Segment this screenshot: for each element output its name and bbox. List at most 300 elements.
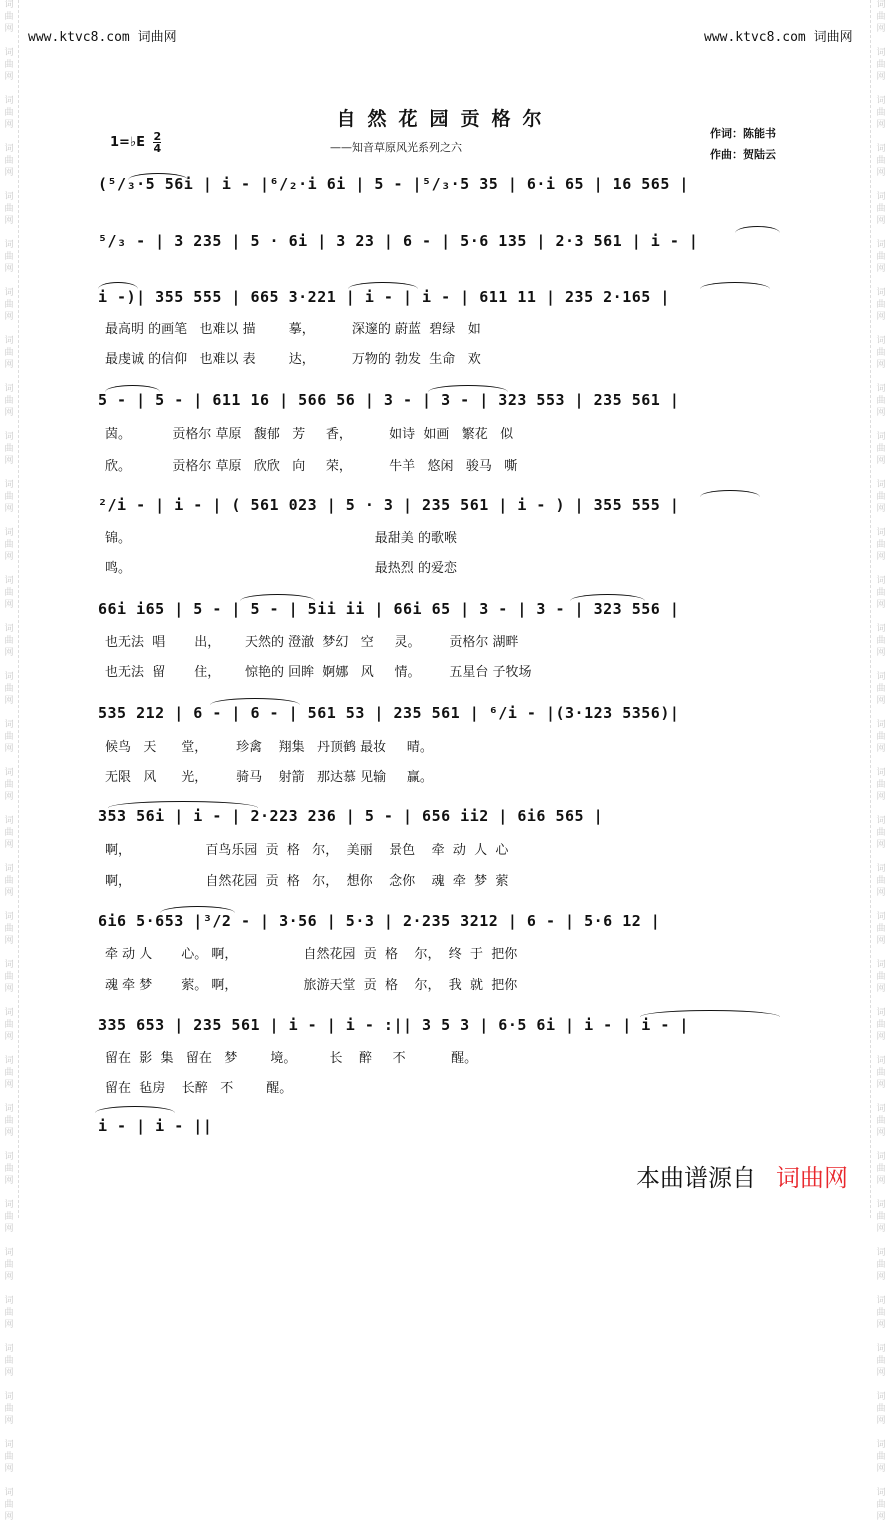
watermark-char: 词 bbox=[876, 0, 886, 10]
lyric-line-9-verse-2: 魂 牵 梦 萦。 啊， 旅游天堂 贡 格 尔， 我 就 把你 bbox=[105, 978, 518, 993]
watermark-char: 网 bbox=[4, 1512, 14, 1522]
watermark-char: 词 bbox=[4, 576, 14, 586]
watermark-char: 词 bbox=[4, 336, 14, 346]
watermark-char: 词 bbox=[876, 48, 886, 58]
watermark-gap bbox=[2, 852, 16, 863]
watermark-char: 网 bbox=[876, 888, 886, 898]
watermark-gap bbox=[2, 132, 16, 143]
watermark-char: 网 bbox=[876, 360, 886, 370]
watermark-gap bbox=[2, 1332, 16, 1343]
watermark-char: 词 bbox=[876, 672, 886, 682]
watermark-char: 网 bbox=[876, 216, 886, 226]
watermark-char: 网 bbox=[4, 456, 14, 466]
watermark-gap bbox=[874, 612, 888, 623]
score-line-6: 66i i65 | 5 - | 5 - | 5ii ii | 66i 65 | 3 - | 3 - | 323 556 | bbox=[98, 600, 680, 618]
watermark-gap bbox=[874, 1236, 888, 1247]
watermark-char: 词 bbox=[4, 480, 14, 490]
site-url[interactable]: www.ktvc8.com bbox=[704, 30, 806, 45]
watermark-gap bbox=[2, 564, 16, 575]
slur bbox=[128, 173, 188, 180]
time-signature bbox=[153, 131, 161, 154]
watermark-char: 网 bbox=[4, 360, 14, 370]
watermark-char: 词 bbox=[4, 1440, 14, 1450]
watermark-char: 网 bbox=[876, 408, 886, 418]
watermark-char: 词 bbox=[4, 1008, 14, 1018]
slur bbox=[160, 906, 235, 913]
watermark-char: 曲 bbox=[4, 300, 14, 310]
watermark-char: 曲 bbox=[4, 252, 14, 262]
watermark-char: 曲 bbox=[876, 12, 886, 22]
watermark-char: 网 bbox=[4, 168, 14, 178]
watermark-gap bbox=[874, 660, 888, 671]
left-separator bbox=[18, 0, 19, 1218]
watermark-gap bbox=[2, 276, 16, 287]
watermark-char: 网 bbox=[876, 1176, 886, 1186]
watermark-char: 曲 bbox=[876, 396, 886, 406]
footer-brand-link[interactable]: 词曲网 bbox=[776, 1164, 848, 1192]
watermark-char: 网 bbox=[876, 1368, 886, 1378]
watermark-gap bbox=[874, 1524, 888, 1535]
watermark-char: 网 bbox=[4, 840, 14, 850]
lyric-line-6-verse-1: 也无法 唱 出， 天然的 澄澈 梦幻 空 灵。 贡格尔 湖畔 bbox=[105, 635, 519, 650]
watermark-gap bbox=[2, 756, 16, 767]
watermark-char: 曲 bbox=[876, 60, 886, 70]
slur bbox=[240, 594, 315, 601]
watermark-char: 词 bbox=[4, 720, 14, 730]
watermark-char: 曲 bbox=[4, 588, 14, 598]
watermark-char: 词 bbox=[4, 1104, 14, 1114]
watermark-char: 曲 bbox=[4, 1308, 14, 1318]
watermark-char: 词 bbox=[4, 432, 14, 442]
watermark-gap bbox=[2, 84, 16, 95]
slur bbox=[98, 282, 138, 289]
score-line-4: 5 - | 5 - | 611 16 | 566 56 | 3 - | 3 - | 323 553 | 235 561 | bbox=[98, 391, 680, 409]
watermark-char: 词 bbox=[4, 240, 14, 250]
watermark-char: 曲 bbox=[4, 1356, 14, 1366]
site-name[interactable]: 词曲网 bbox=[813, 30, 853, 45]
watermark-gap bbox=[874, 516, 888, 527]
watermark-char: 曲 bbox=[4, 636, 14, 646]
watermark-char: 词 bbox=[876, 1488, 886, 1498]
watermark-char: 网 bbox=[876, 456, 886, 466]
left-watermark-column bbox=[2, 0, 16, 1522]
watermark-char: 曲 bbox=[876, 1212, 886, 1222]
watermark-char: 词 bbox=[4, 912, 14, 922]
watermark-gap bbox=[874, 708, 888, 719]
slur bbox=[735, 226, 780, 233]
watermark-char: 网 bbox=[4, 408, 14, 418]
score-line-8: 353 56i | i - | 2·223 236 | 5 - | 656 ii2 | 6i6 565 | bbox=[98, 807, 604, 825]
watermark-char: 网 bbox=[876, 648, 886, 658]
watermark-char: 词 bbox=[876, 240, 886, 250]
watermark-char: 曲 bbox=[876, 492, 886, 502]
watermark-char: 网 bbox=[876, 1224, 886, 1234]
watermark-gap bbox=[2, 420, 16, 431]
watermark-gap bbox=[874, 756, 888, 767]
watermark-gap bbox=[874, 228, 888, 239]
watermark-char: 网 bbox=[876, 1128, 886, 1138]
score-line-2: ⁵/₃ - | 3 235 | 5 · 6i | 3 23 | 6 - | 5·6 135 | 2·3 561 | i - | bbox=[98, 232, 699, 250]
watermark-gap bbox=[2, 708, 16, 719]
watermark-char: 词 bbox=[876, 336, 886, 346]
watermark-char: 曲 bbox=[4, 1260, 14, 1270]
watermark-char: 网 bbox=[876, 1416, 886, 1426]
watermark-gap bbox=[2, 1140, 16, 1151]
lyric-line-3-verse-2: 最虔诚 的信仰 也难以 表 达， 万物的 勃发 生命 欢 bbox=[105, 352, 481, 367]
watermark-char: 网 bbox=[4, 1320, 14, 1330]
watermark-char: 曲 bbox=[876, 1020, 886, 1030]
watermark-char: 网 bbox=[876, 552, 886, 562]
watermark-gap bbox=[874, 132, 888, 143]
watermark-char: 曲 bbox=[876, 732, 886, 742]
watermark-char: 曲 bbox=[4, 828, 14, 838]
watermark-char: 网 bbox=[876, 936, 886, 946]
right-separator bbox=[870, 0, 871, 1218]
watermark-char: 网 bbox=[876, 1032, 886, 1042]
watermark-char: 曲 bbox=[4, 1212, 14, 1222]
watermark-char: 网 bbox=[876, 744, 886, 754]
lyric-line-3-verse-1: 最高明 的画笔 也难以 描 摹， 深邃的 蔚蓝 碧绿 如 bbox=[105, 322, 481, 337]
lyric-line-8-verse-2: 啊， 自然花园 贡 格 尔， 想你 念你 魂 牵 梦 萦 bbox=[105, 874, 509, 889]
watermark-gap bbox=[2, 948, 16, 959]
watermark-gap bbox=[2, 516, 16, 527]
slur bbox=[700, 490, 760, 497]
watermark-char: 词 bbox=[4, 1392, 14, 1402]
watermark-char: 网 bbox=[876, 120, 886, 130]
score-line-5: ²/i - | i - | ( 561 023 | 5 · 3 | 235 561 | i - ) | 355 555 | bbox=[98, 496, 680, 514]
watermark-char: 曲 bbox=[876, 444, 886, 454]
watermark-char: 曲 bbox=[4, 1500, 14, 1510]
site-header-right[interactable] bbox=[704, 26, 853, 45]
song-subtitle: ——知音草原风光系列之六 bbox=[330, 141, 462, 154]
slur bbox=[210, 698, 300, 705]
watermark-gap bbox=[2, 1476, 16, 1487]
watermark-gap bbox=[2, 1428, 16, 1439]
watermark-char: 网 bbox=[4, 1128, 14, 1138]
watermark-gap bbox=[874, 852, 888, 863]
watermark-char: 网 bbox=[4, 72, 14, 82]
watermark-char: 曲 bbox=[876, 540, 886, 550]
score-line-3: i -)| 355 555 | 665 3·221 | i - | i - | 611 11 | 235 2·165 | bbox=[98, 288, 670, 306]
watermark-char: 曲 bbox=[876, 252, 886, 262]
lyric-line-5-verse-1: 锦。 最甜美 的歌喉 bbox=[105, 531, 457, 546]
watermark-gap bbox=[2, 1044, 16, 1055]
watermark-char: 词 bbox=[4, 624, 14, 634]
watermark-char: 曲 bbox=[4, 156, 14, 166]
watermark-char: 网 bbox=[876, 696, 886, 706]
watermark-gap bbox=[2, 1524, 16, 1535]
watermark-gap bbox=[874, 36, 888, 47]
watermark-char: 词 bbox=[876, 720, 886, 730]
watermark-char: 词 bbox=[4, 144, 14, 154]
lyric-line-7-verse-2: 无限 风 光， 骑马 射箭 那达慕 见输 赢。 bbox=[105, 770, 433, 785]
watermark-char: 网 bbox=[4, 744, 14, 754]
watermark-char: 词 bbox=[4, 768, 14, 778]
watermark-char: 网 bbox=[4, 1272, 14, 1282]
watermark-char: 曲 bbox=[876, 1068, 886, 1078]
watermark-char: 网 bbox=[4, 216, 14, 226]
watermark-char: 网 bbox=[876, 600, 886, 610]
watermark-char: 网 bbox=[876, 1272, 886, 1282]
watermark-char: 曲 bbox=[876, 1404, 886, 1414]
watermark-char: 词 bbox=[4, 1200, 14, 1210]
watermark-char: 曲 bbox=[4, 492, 14, 502]
watermark-char: 网 bbox=[4, 696, 14, 706]
watermark-char: 词 bbox=[876, 1392, 886, 1402]
watermark-char: 词 bbox=[876, 912, 886, 922]
watermark-char: 曲 bbox=[876, 924, 886, 934]
watermark-gap bbox=[2, 1284, 16, 1295]
watermark-char: 网 bbox=[876, 984, 886, 994]
lyric-line-5-verse-2: 鸣。 最热烈 的爱恋 bbox=[105, 561, 457, 576]
time-signature-top: 2 bbox=[153, 130, 162, 143]
watermark-char: 词 bbox=[4, 816, 14, 826]
watermark-char: 曲 bbox=[4, 924, 14, 934]
watermark-gap bbox=[874, 420, 888, 431]
watermark-char: 网 bbox=[4, 1464, 14, 1474]
watermark-gap bbox=[2, 228, 16, 239]
score-line-9: 6i6 5·653 |³/2 - | 3·56 | 5·3 | 2·235 3212 | 6 - | 5·6 12 | bbox=[98, 912, 661, 930]
watermark-char: 曲 bbox=[4, 204, 14, 214]
watermark-char: 词 bbox=[4, 1488, 14, 1498]
watermark-char: 网 bbox=[4, 1416, 14, 1426]
watermark-gap bbox=[874, 1284, 888, 1295]
watermark-char: 词 bbox=[4, 1248, 14, 1258]
watermark-char: 曲 bbox=[876, 876, 886, 886]
watermark-char: 词 bbox=[876, 624, 886, 634]
score-line-11: i - | i - || bbox=[98, 1117, 213, 1135]
watermark-char: 词 bbox=[876, 816, 886, 826]
watermark-gap bbox=[874, 276, 888, 287]
watermark-gap bbox=[874, 468, 888, 479]
watermark-char: 网 bbox=[4, 888, 14, 898]
watermark-char: 曲 bbox=[4, 1164, 14, 1174]
slur bbox=[700, 282, 770, 289]
watermark-char: 词 bbox=[876, 768, 886, 778]
slur bbox=[570, 594, 645, 601]
watermark-char: 网 bbox=[4, 792, 14, 802]
watermark-char: 网 bbox=[4, 1224, 14, 1234]
watermark-gap bbox=[2, 372, 16, 383]
watermark-char: 网 bbox=[876, 1464, 886, 1474]
watermark-char: 网 bbox=[876, 1512, 886, 1522]
watermark-char: 网 bbox=[4, 264, 14, 274]
watermark-char: 词 bbox=[876, 1200, 886, 1210]
watermark-char: 词 bbox=[876, 528, 886, 538]
watermark-gap bbox=[874, 900, 888, 911]
lyric-line-6-verse-2: 也无法 留 住， 惊艳的 回眸 婀娜 风 情。 五星台 子牧场 bbox=[105, 665, 532, 680]
watermark-char: 网 bbox=[876, 1320, 886, 1330]
watermark-gap bbox=[874, 1140, 888, 1151]
slur bbox=[108, 801, 258, 808]
watermark-char: 网 bbox=[4, 552, 14, 562]
score-line-7: 535 212 | 6 - | 6 - | 561 53 | 235 561 | ⁶/i - |(3·123 5356)| bbox=[98, 704, 680, 722]
watermark-char: 词 bbox=[4, 864, 14, 874]
watermark-char: 曲 bbox=[4, 108, 14, 118]
watermark-char: 网 bbox=[4, 648, 14, 658]
watermark-gap bbox=[2, 468, 16, 479]
watermark-char: 曲 bbox=[4, 684, 14, 694]
watermark-char: 曲 bbox=[876, 1500, 886, 1510]
watermark-gap bbox=[874, 1428, 888, 1439]
watermark-char: 曲 bbox=[4, 1404, 14, 1414]
watermark-gap bbox=[2, 1092, 16, 1103]
watermark-char: 词 bbox=[876, 288, 886, 298]
watermark-char: 网 bbox=[4, 24, 14, 34]
slur bbox=[95, 1106, 175, 1113]
watermark-char: 网 bbox=[4, 936, 14, 946]
watermark-char: 曲 bbox=[876, 1356, 886, 1366]
watermark-char: 词 bbox=[4, 96, 14, 106]
watermark-char: 网 bbox=[876, 1080, 886, 1090]
watermark-gap bbox=[874, 372, 888, 383]
watermark-gap bbox=[2, 180, 16, 191]
watermark-char: 曲 bbox=[876, 156, 886, 166]
watermark-gap bbox=[874, 1188, 888, 1199]
watermark-char: 词 bbox=[4, 0, 14, 10]
watermark-char: 词 bbox=[876, 960, 886, 970]
watermark-char: 网 bbox=[876, 792, 886, 802]
watermark-char: 网 bbox=[876, 168, 886, 178]
watermark-char: 曲 bbox=[876, 1260, 886, 1270]
watermark-char: 词 bbox=[4, 528, 14, 538]
watermark-char: 词 bbox=[876, 480, 886, 490]
watermark-char: 词 bbox=[4, 192, 14, 202]
watermark-char: 曲 bbox=[876, 780, 886, 790]
watermark-gap bbox=[874, 84, 888, 95]
watermark-char: 曲 bbox=[4, 1452, 14, 1462]
watermark-gap bbox=[2, 1236, 16, 1247]
lyric-line-8-verse-1: 啊， 百鸟乐园 贡 格 尔， 美丽 景色 牵 动 人 心 bbox=[105, 843, 509, 858]
watermark-char: 词 bbox=[876, 1248, 886, 1258]
watermark-char: 词 bbox=[876, 1296, 886, 1306]
watermark-gap bbox=[2, 1188, 16, 1199]
watermark-char: 网 bbox=[4, 1368, 14, 1378]
watermark-char: 曲 bbox=[4, 732, 14, 742]
watermark-char: 曲 bbox=[876, 1164, 886, 1174]
lyric-line-10-verse-1: 留在 影 集 留在 梦 境。 长 醉 不 醒。 bbox=[105, 1051, 478, 1066]
watermark-char: 词 bbox=[4, 960, 14, 970]
watermark-gap bbox=[2, 324, 16, 335]
watermark-char: 网 bbox=[876, 24, 886, 34]
watermark-char: 曲 bbox=[876, 636, 886, 646]
lyric-line-10-verse-2: 留在 毡房 长醉 不 醒。 bbox=[105, 1081, 293, 1096]
watermark-char: 曲 bbox=[4, 444, 14, 454]
watermark-char: 词 bbox=[4, 1056, 14, 1066]
watermark-gap bbox=[874, 804, 888, 815]
watermark-char: 词 bbox=[876, 864, 886, 874]
watermark-char: 曲 bbox=[876, 1452, 886, 1462]
right-watermark-column bbox=[874, 0, 888, 1522]
watermark-char: 网 bbox=[876, 504, 886, 514]
lyric-line-4-verse-2: 欣。 贡格尔 草原 欣欣 向 荣， 牛羊 悠闲 骏马 嘶 bbox=[105, 459, 518, 474]
slur bbox=[640, 1010, 780, 1017]
lyric-line-9-verse-1: 牵 动 人 心。 啊， 自然花园 贡 格 尔， 终 于 把你 bbox=[105, 947, 518, 962]
watermark-char: 词 bbox=[876, 1440, 886, 1450]
site-url[interactable]: www.ktvc8.com bbox=[28, 30, 130, 45]
watermark-char: 曲 bbox=[4, 780, 14, 790]
watermark-char: 词 bbox=[4, 384, 14, 394]
watermark-char: 曲 bbox=[876, 348, 886, 358]
watermark-gap bbox=[2, 804, 16, 815]
watermark-gap bbox=[874, 1476, 888, 1487]
watermark-char: 词 bbox=[876, 1008, 886, 1018]
watermark-char: 网 bbox=[4, 1176, 14, 1186]
slur bbox=[105, 385, 160, 392]
watermark-char: 网 bbox=[4, 504, 14, 514]
watermark-char: 网 bbox=[4, 1032, 14, 1042]
watermark-gap bbox=[2, 660, 16, 671]
watermark-char: 网 bbox=[4, 1080, 14, 1090]
watermark-char: 曲 bbox=[4, 876, 14, 886]
watermark-char: 曲 bbox=[876, 972, 886, 982]
site-header-left[interactable] bbox=[28, 26, 177, 45]
watermark-char: 曲 bbox=[876, 1116, 886, 1126]
lyric-line-4-verse-1: 茵。 贡格尔 草原 馥郁 芳 香， 如诗 如画 繁花 似 bbox=[105, 427, 514, 442]
watermark-char: 词 bbox=[876, 1104, 886, 1114]
time-signature-bottom: 4 bbox=[153, 142, 162, 155]
site-name[interactable]: 词曲网 bbox=[137, 30, 177, 45]
song-title: 自然花园贡格尔 bbox=[336, 108, 554, 130]
score-line-1: (⁵/₃·5 56i | i - |⁶/₂·i 6i | 5 - |⁵/₃·5 35 | 6·i 65 | 16 565 | bbox=[98, 175, 689, 193]
key-signature bbox=[110, 131, 161, 154]
watermark-gap bbox=[2, 36, 16, 47]
watermark-char: 词 bbox=[876, 144, 886, 154]
watermark-char: 曲 bbox=[876, 204, 886, 214]
watermark-char: 词 bbox=[876, 96, 886, 106]
footer-source-text: 本曲谱源自 bbox=[636, 1164, 756, 1192]
lyricist-credit: 作词：陈能书 bbox=[710, 127, 776, 140]
watermark-char: 曲 bbox=[876, 828, 886, 838]
watermark-char: 曲 bbox=[4, 1020, 14, 1030]
watermark-char: 曲 bbox=[4, 12, 14, 22]
score-line-10: 335 653 | 235 561 | i - | i - :|| 3 5 3 | 6·5 6i | i - | i - | bbox=[98, 1016, 689, 1034]
watermark-char: 词 bbox=[4, 1152, 14, 1162]
watermark-gap bbox=[2, 900, 16, 911]
slur bbox=[428, 385, 508, 392]
watermark-char: 词 bbox=[4, 1344, 14, 1354]
watermark-char: 曲 bbox=[4, 60, 14, 70]
watermark-char: 曲 bbox=[4, 396, 14, 406]
watermark-char: 网 bbox=[4, 984, 14, 994]
watermark-char: 曲 bbox=[4, 1068, 14, 1078]
watermark-char: 词 bbox=[876, 576, 886, 586]
watermark-char: 词 bbox=[876, 1152, 886, 1162]
watermark-char: 网 bbox=[876, 840, 886, 850]
watermark-char: 网 bbox=[876, 72, 886, 82]
watermark-gap bbox=[874, 996, 888, 1007]
watermark-char: 词 bbox=[876, 432, 886, 442]
watermark-char: 网 bbox=[876, 312, 886, 322]
watermark-char: 网 bbox=[4, 600, 14, 610]
watermark-gap bbox=[2, 996, 16, 1007]
watermark-char: 曲 bbox=[4, 540, 14, 550]
watermark-gap bbox=[874, 948, 888, 959]
watermark-char: 词 bbox=[4, 48, 14, 58]
watermark-char: 词 bbox=[4, 672, 14, 682]
watermark-gap bbox=[874, 1092, 888, 1103]
watermark-char: 词 bbox=[876, 1056, 886, 1066]
watermark-char: 曲 bbox=[4, 972, 14, 982]
watermark-char: 曲 bbox=[4, 348, 14, 358]
watermark-char: 词 bbox=[876, 1344, 886, 1354]
watermark-gap bbox=[874, 1044, 888, 1055]
watermark-char: 词 bbox=[876, 192, 886, 202]
watermark-gap bbox=[874, 1380, 888, 1391]
lyric-line-7-verse-1: 候鸟 天 堂， 珍禽 翔集 丹顶鹤 最妆 晴。 bbox=[105, 740, 433, 755]
key-label: 1=♭E bbox=[110, 135, 145, 150]
watermark-char: 网 bbox=[4, 312, 14, 322]
